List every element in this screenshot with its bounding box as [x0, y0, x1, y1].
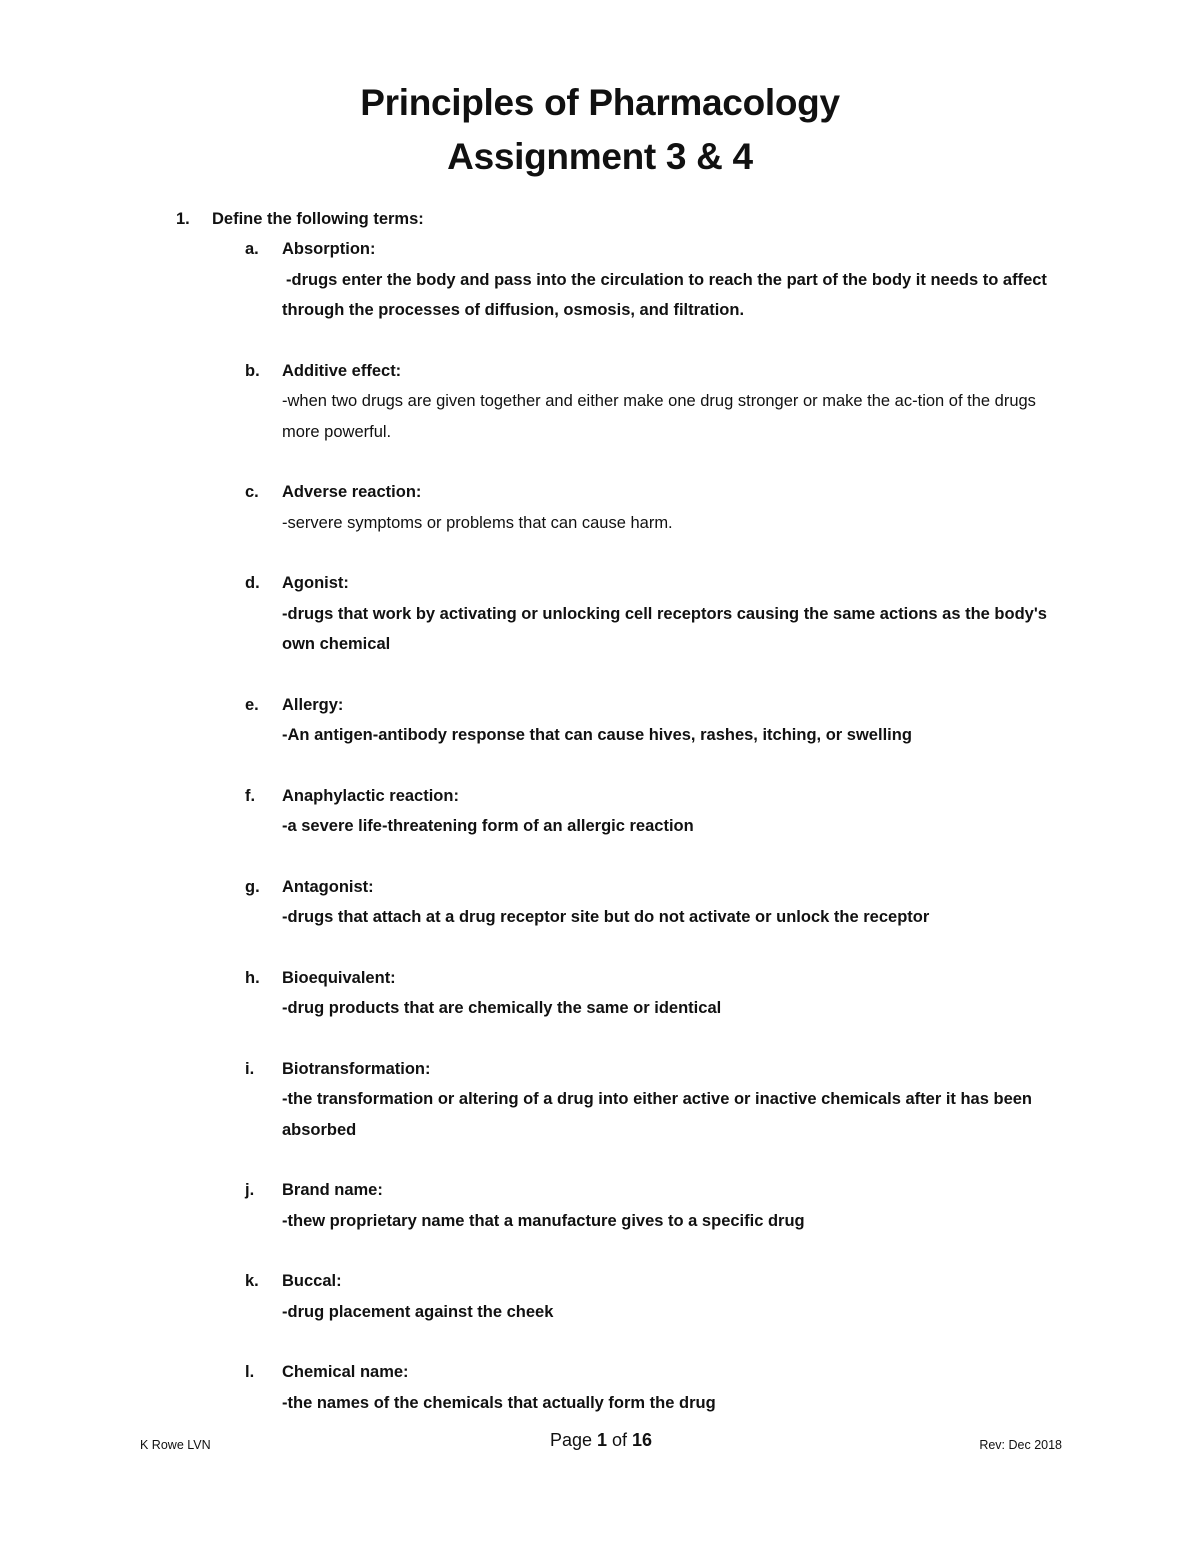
term-letter: d.: [245, 574, 260, 592]
term-item: [245, 781, 1065, 842]
page-of: of: [607, 1430, 633, 1450]
term-item: [245, 872, 1065, 933]
term-name: Allergy:: [282, 695, 344, 714]
term-letter: i.: [245, 1059, 255, 1078]
term-letter: f.: [245, 786, 256, 805]
term-letter: e.: [245, 695, 259, 714]
footer-revision: Rev: Dec 2018: [979, 1438, 1062, 1452]
term-letter: c.: [245, 483, 259, 501]
term-item: [245, 690, 1065, 751]
term-definition: -drugs that attach at a drug receptor site but do not activate or unlock the receptor: [282, 908, 930, 926]
term-letter: g.: [245, 877, 260, 896]
term-name: Bioequivalent:: [282, 968, 396, 987]
document-title: [0, 76, 1200, 184]
term-name: Additive effect:: [282, 361, 402, 380]
footer-page-number: [140, 1430, 1062, 1451]
term-item: [245, 356, 1065, 448]
title-line-course: Principles of Pharmacology: [360, 82, 840, 123]
term-definition: -when two drugs are given together and either make one drug stronger or make the ac-tion of the drugs more powerful.: [282, 392, 1036, 441]
term-item: [245, 477, 1065, 538]
page-prefix: Page: [549, 1430, 597, 1450]
term-item: [245, 234, 1065, 326]
term-definition: -the transformation or altering of a drug into either active or inactive chemicals after it has been absorbed: [282, 1090, 1033, 1139]
term-letter: k.: [245, 1272, 259, 1290]
term-definition: -drug products that are chemically the same or identical: [282, 999, 722, 1017]
term-letter: a.: [245, 240, 259, 258]
term-letter: b.: [245, 361, 260, 380]
term-definition: -drug placement against the cheek: [282, 1302, 554, 1321]
term-name: Agonist:: [282, 574, 349, 592]
term-definition: -An antigen-antibody response that can cause hives, rashes, itching, or swelling: [282, 726, 912, 744]
term-definition: -drugs enter the body and pass into the circulation to reach the part of the body it needs to affect through the processes of diffusion, osmosis, and filtration.: [282, 270, 1047, 319]
question-heading: [176, 204, 424, 234]
term-name: Adverse reaction:: [282, 483, 422, 501]
term-item: [245, 963, 1065, 1024]
term-letter: h.: [245, 968, 260, 987]
term-definition: -servere symptoms or problems that can cause harm.: [282, 513, 673, 532]
term-definition: -drugs that work by activating or unlocking cell receptors causing the same actions as the body's own chemical: [282, 604, 1047, 653]
term-item: [245, 1266, 1065, 1327]
page-footer: [140, 1430, 1062, 1460]
page-current: 1: [596, 1430, 607, 1450]
page-total: 16: [632, 1430, 653, 1450]
footer-author: K Rowe LVN: [140, 1438, 211, 1452]
term-letter: j.: [245, 1181, 255, 1199]
term-name: Biotransformation:: [282, 1059, 431, 1078]
term-name: Buccal:: [282, 1272, 342, 1290]
term-definition: -a severe life-threatening form of an allergic reaction: [282, 817, 694, 835]
term-name: Chemical name:: [282, 1363, 409, 1381]
question-text: Define the following terms:: [212, 210, 424, 228]
term-name: Anaphylactic reaction:: [282, 786, 459, 805]
term-item: [245, 568, 1065, 660]
term-item: [245, 1357, 1065, 1418]
term-name: Brand name:: [282, 1181, 383, 1199]
term-item: [245, 1054, 1065, 1146]
term-name: Antagonist:: [282, 877, 374, 896]
term-letter: l.: [245, 1363, 255, 1381]
question-number: 1.: [176, 210, 190, 228]
term-definition: -the names of the chemicals that actually form the drug: [282, 1393, 716, 1412]
terms-list: [245, 234, 1065, 1448]
term-definition: -thew proprietary name that a manufacture gives to a specific drug: [282, 1211, 805, 1230]
term-item: [245, 1175, 1065, 1236]
term-name: Absorption:: [282, 240, 376, 258]
title-line-assignment: Assignment 3 & 4: [447, 136, 753, 177]
